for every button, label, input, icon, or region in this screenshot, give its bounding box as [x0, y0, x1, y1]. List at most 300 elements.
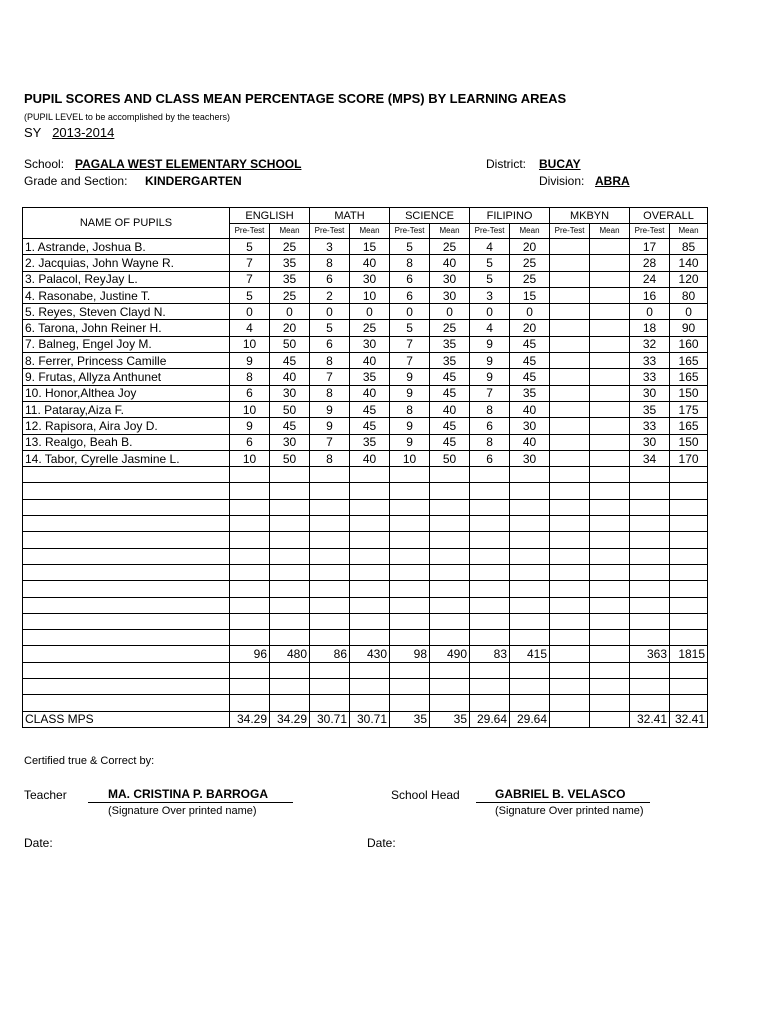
table-row [23, 401, 708, 417]
score-cell: 3 [470, 287, 510, 303]
score-cell: 25 [510, 255, 550, 271]
table-row [23, 336, 708, 352]
empty-cell [670, 695, 708, 711]
score-cell: 9 [310, 418, 350, 434]
score-cell: 5 [470, 271, 510, 287]
score-cell: 0 [390, 304, 430, 320]
empty-cell [550, 516, 590, 532]
empty-row [23, 499, 708, 515]
score-cell: 3 [310, 239, 350, 255]
empty-row [23, 548, 708, 564]
score-cell: 8 [230, 369, 270, 385]
pupil-name: 14. Tabor, Cyrelle Jasmine L. [23, 450, 230, 466]
total-cell: 86 [310, 646, 350, 662]
empty-cell [630, 499, 670, 515]
school-head-label: School Head [391, 788, 460, 802]
pupil-name: 6. Tarona, John Reiner H. [23, 320, 230, 336]
empty-row [23, 483, 708, 499]
score-cell: 6 [470, 418, 510, 434]
mps-cell: 35 [430, 711, 470, 727]
empty-cell [510, 516, 550, 532]
empty-row [23, 662, 708, 678]
table-row [23, 369, 708, 385]
empty-cell [350, 695, 390, 711]
score-cell: 45 [350, 418, 390, 434]
score-cell: 30 [630, 385, 670, 401]
score-cell: 45 [430, 418, 470, 434]
mps-cell: 34.29 [270, 711, 310, 727]
name-of-pupils-header: NAME OF PUPILS [23, 208, 230, 239]
empty-cell [270, 597, 310, 613]
empty-cell [23, 467, 230, 483]
total-cell: 480 [270, 646, 310, 662]
empty-cell [390, 679, 430, 695]
empty-row [23, 679, 708, 695]
empty-cell [310, 516, 350, 532]
pupil-name: 2. Jacquias, John Wayne R. [23, 255, 230, 271]
pupil-name: 8. Ferrer, Princess Camille [23, 353, 230, 369]
score-cell: 32 [630, 336, 670, 352]
mean-subheader: Mean [590, 224, 630, 239]
score-cell: 4 [230, 320, 270, 336]
empty-cell [230, 532, 270, 548]
mps-cell: 32.41 [630, 711, 670, 727]
empty-row [23, 467, 708, 483]
score-cell: 15 [510, 287, 550, 303]
score-cell [590, 271, 630, 287]
score-cell: 45 [430, 385, 470, 401]
empty-cell [630, 662, 670, 678]
score-cell: 16 [630, 287, 670, 303]
score-cell: 0 [630, 304, 670, 320]
score-cell: 30 [350, 336, 390, 352]
score-cell: 20 [510, 320, 550, 336]
score-cell [590, 385, 630, 401]
score-cell [550, 255, 590, 271]
table-row [23, 287, 708, 303]
score-cell: 35 [270, 255, 310, 271]
score-cell: 28 [630, 255, 670, 271]
score-cell: 170 [670, 450, 708, 466]
empty-cell [470, 613, 510, 629]
table-header-row [23, 208, 708, 224]
score-cell: 40 [270, 369, 310, 385]
total-cell [590, 646, 630, 662]
score-cell [590, 369, 630, 385]
empty-cell [390, 662, 430, 678]
score-cell [590, 320, 630, 336]
pupil-name: 7. Balneg, Engel Joy M. [23, 336, 230, 352]
empty-row [23, 532, 708, 548]
score-cell [550, 418, 590, 434]
score-cell: 5 [230, 287, 270, 303]
score-cell [550, 434, 590, 450]
score-cell: 10 [230, 336, 270, 352]
score-cell [590, 434, 630, 450]
empty-cell [270, 662, 310, 678]
score-cell: 5 [390, 320, 430, 336]
score-cell [550, 320, 590, 336]
empty-cell [23, 564, 230, 580]
total-cell [23, 646, 230, 662]
mps-cell: 29.64 [510, 711, 550, 727]
score-cell: 6 [390, 271, 430, 287]
empty-cell [390, 532, 430, 548]
score-cell: 175 [670, 401, 708, 417]
empty-cell [230, 564, 270, 580]
empty-cell [430, 630, 470, 646]
empty-cell [270, 483, 310, 499]
sy-label: SY [24, 125, 42, 140]
score-cell: 40 [510, 401, 550, 417]
score-cell: 0 [510, 304, 550, 320]
pretest-subheader: Pre-Test [470, 224, 510, 239]
score-cell [590, 450, 630, 466]
mps-cell [550, 711, 590, 727]
empty-row [23, 564, 708, 580]
empty-cell [470, 499, 510, 515]
total-cell: 490 [430, 646, 470, 662]
empty-cell [23, 581, 230, 597]
date-label-head: Date: [367, 836, 396, 850]
pretest-subheader: Pre-Test [230, 224, 270, 239]
pupil-name: 13. Realgo, Beah B. [23, 434, 230, 450]
score-cell: 30 [430, 287, 470, 303]
empty-cell [430, 532, 470, 548]
certified-text: Certified true & Correct by: [24, 755, 155, 767]
score-cell: 150 [670, 434, 708, 450]
score-cell [550, 287, 590, 303]
empty-cell [23, 613, 230, 629]
empty-cell [23, 662, 230, 678]
score-cell: 0 [310, 304, 350, 320]
score-cell: 30 [630, 434, 670, 450]
score-cell: 90 [670, 320, 708, 336]
score-cell: 8 [470, 401, 510, 417]
empty-cell [430, 679, 470, 695]
score-cell: 6 [230, 434, 270, 450]
empty-cell [670, 499, 708, 515]
empty-cell [630, 613, 670, 629]
score-cell [590, 353, 630, 369]
score-cell: 33 [630, 353, 670, 369]
score-cell: 0 [430, 304, 470, 320]
empty-cell [630, 564, 670, 580]
empty-cell [310, 581, 350, 597]
empty-cell [350, 581, 390, 597]
empty-cell [670, 548, 708, 564]
empty-cell [390, 581, 430, 597]
empty-cell [550, 695, 590, 711]
empty-cell [390, 630, 430, 646]
score-cell [550, 271, 590, 287]
empty-cell [430, 467, 470, 483]
score-cell: 9 [390, 418, 430, 434]
empty-cell [590, 564, 630, 580]
empty-cell [350, 613, 390, 629]
grade-value: KINDERGARTEN [145, 174, 242, 188]
empty-row [23, 630, 708, 646]
table-row [23, 434, 708, 450]
score-cell: 9 [390, 385, 430, 401]
empty-cell [390, 564, 430, 580]
empty-cell [310, 630, 350, 646]
empty-row [23, 613, 708, 629]
empty-cell [430, 548, 470, 564]
score-cell: 165 [670, 369, 708, 385]
score-cell: 30 [270, 385, 310, 401]
empty-cell [590, 499, 630, 515]
pupil-name: 1. Astrande, Joshua B. [23, 239, 230, 255]
empty-cell [550, 467, 590, 483]
score-cell: 40 [430, 401, 470, 417]
score-cell: 4 [470, 239, 510, 255]
score-cell [550, 369, 590, 385]
area-header-english: ENGLISH [230, 208, 310, 224]
mean-subheader: Mean [270, 224, 310, 239]
empty-row [23, 597, 708, 613]
score-cell: 2 [310, 287, 350, 303]
empty-cell [510, 695, 550, 711]
score-cell: 35 [630, 401, 670, 417]
empty-cell [670, 564, 708, 580]
score-cell: 45 [510, 336, 550, 352]
school-head-name: GABRIEL B. VELASCO [495, 787, 626, 801]
empty-cell [670, 532, 708, 548]
score-cell: 165 [670, 418, 708, 434]
score-cell: 9 [470, 336, 510, 352]
score-cell: 35 [350, 369, 390, 385]
score-cell: 25 [350, 320, 390, 336]
empty-cell [230, 499, 270, 515]
empty-cell [390, 548, 430, 564]
empty-cell [510, 679, 550, 695]
empty-cell [470, 662, 510, 678]
empty-cell [670, 516, 708, 532]
score-cell: 120 [670, 271, 708, 287]
score-cell: 8 [470, 434, 510, 450]
score-cell: 7 [470, 385, 510, 401]
mean-subheader: Mean [430, 224, 470, 239]
empty-cell [230, 630, 270, 646]
mps-cell: 34.29 [230, 711, 270, 727]
empty-cell [670, 613, 708, 629]
empty-cell [230, 581, 270, 597]
score-cell: 9 [470, 353, 510, 369]
score-cell: 0 [470, 304, 510, 320]
empty-cell [630, 581, 670, 597]
mps-cell: 29.64 [470, 711, 510, 727]
empty-cell [590, 679, 630, 695]
total-cell: 363 [630, 646, 670, 662]
table-row [23, 304, 708, 320]
empty-cell [470, 532, 510, 548]
score-cell: 7 [310, 369, 350, 385]
empty-cell [270, 499, 310, 515]
empty-cell [550, 581, 590, 597]
score-cell: 30 [510, 450, 550, 466]
pupil-name: 5. Reyes, Steven Clayd N. [23, 304, 230, 320]
empty-cell [590, 548, 630, 564]
area-header-science: SCIENCE [390, 208, 470, 224]
empty-row [23, 695, 708, 711]
teacher-name: MA. CRISTINA P. BARROGA [108, 787, 269, 801]
score-cell: 140 [670, 255, 708, 271]
score-cell: 20 [270, 320, 310, 336]
empty-cell [430, 662, 470, 678]
score-cell: 40 [430, 255, 470, 271]
empty-cell [270, 695, 310, 711]
empty-cell [350, 662, 390, 678]
score-cell: 6 [310, 271, 350, 287]
pupil-name: 4. Rasonabe, Justine T. [23, 287, 230, 303]
score-cell: 165 [670, 353, 708, 369]
empty-cell [430, 695, 470, 711]
mps-cell: 30.71 [310, 711, 350, 727]
empty-cell [510, 499, 550, 515]
empty-cell [350, 467, 390, 483]
score-cell: 5 [310, 320, 350, 336]
score-cell [590, 255, 630, 271]
empty-cell [670, 662, 708, 678]
empty-cell [630, 532, 670, 548]
score-cell: 33 [630, 369, 670, 385]
empty-cell [23, 499, 230, 515]
area-header-math: MATH [310, 208, 390, 224]
empty-cell [550, 483, 590, 499]
score-cell: 30 [430, 271, 470, 287]
empty-cell [270, 679, 310, 695]
score-cell: 10 [390, 450, 430, 466]
empty-cell [630, 597, 670, 613]
total-cell: 430 [350, 646, 390, 662]
total-cell: 96 [230, 646, 270, 662]
document-title: PUPIL SCORES AND CLASS MEAN PERCENTAGE SCORE (MPS) BY LEARNING AREAS [24, 91, 567, 106]
table-row [23, 239, 708, 255]
score-cell: 9 [390, 369, 430, 385]
empty-cell [670, 483, 708, 499]
score-cell: 30 [510, 418, 550, 434]
scores-table [22, 207, 708, 728]
score-cell: 40 [350, 255, 390, 271]
empty-cell [510, 581, 550, 597]
score-cell [550, 385, 590, 401]
score-cell: 7 [230, 271, 270, 287]
empty-cell [23, 597, 230, 613]
empty-cell [270, 630, 310, 646]
score-cell: 5 [390, 239, 430, 255]
score-cell: 7 [310, 434, 350, 450]
empty-cell [230, 679, 270, 695]
score-cell: 6 [390, 287, 430, 303]
pupil-name: 10. Honor,Althea Joy [23, 385, 230, 401]
score-cell [550, 401, 590, 417]
empty-cell [510, 662, 550, 678]
score-cell: 80 [670, 287, 708, 303]
teacher-label: Teacher [24, 788, 67, 802]
empty-cell [510, 630, 550, 646]
score-cell: 9 [470, 369, 510, 385]
empty-cell [350, 532, 390, 548]
score-cell: 8 [310, 255, 350, 271]
empty-cell [310, 662, 350, 678]
empty-cell [630, 695, 670, 711]
empty-cell [590, 613, 630, 629]
total-cell: 415 [510, 646, 550, 662]
empty-cell [270, 516, 310, 532]
score-cell: 45 [510, 369, 550, 385]
score-cell: 25 [430, 320, 470, 336]
score-cell: 50 [270, 401, 310, 417]
score-cell: 8 [390, 255, 430, 271]
empty-cell [670, 467, 708, 483]
score-cell: 25 [270, 239, 310, 255]
empty-cell [630, 679, 670, 695]
empty-cell [390, 613, 430, 629]
score-cell [550, 353, 590, 369]
empty-cell [310, 695, 350, 711]
score-cell: 17 [630, 239, 670, 255]
empty-cell [510, 532, 550, 548]
empty-cell [310, 597, 350, 613]
empty-cell [470, 564, 510, 580]
score-cell: 8 [310, 385, 350, 401]
empty-cell [670, 630, 708, 646]
empty-cell [590, 516, 630, 532]
area-header-overall: OVERALL [630, 208, 708, 224]
score-cell: 40 [510, 434, 550, 450]
empty-cell [350, 564, 390, 580]
score-cell: 85 [670, 239, 708, 255]
score-cell: 45 [430, 434, 470, 450]
empty-cell [310, 483, 350, 499]
score-cell: 45 [350, 401, 390, 417]
empty-cell [590, 532, 630, 548]
mean-subheader: Mean [670, 224, 708, 239]
empty-cell [430, 564, 470, 580]
empty-cell [630, 630, 670, 646]
score-cell [550, 336, 590, 352]
empty-cell [550, 564, 590, 580]
score-cell: 25 [510, 271, 550, 287]
score-cell: 0 [270, 304, 310, 320]
score-cell: 9 [310, 401, 350, 417]
score-cell: 5 [230, 239, 270, 255]
empty-cell [510, 467, 550, 483]
empty-cell [23, 516, 230, 532]
empty-cell [230, 483, 270, 499]
empty-cell [230, 695, 270, 711]
empty-cell [470, 467, 510, 483]
score-cell: 10 [230, 401, 270, 417]
empty-cell [470, 483, 510, 499]
empty-cell [430, 581, 470, 597]
empty-cell [470, 597, 510, 613]
empty-cell [430, 613, 470, 629]
score-cell: 5 [470, 255, 510, 271]
empty-cell [270, 613, 310, 629]
score-cell: 50 [270, 450, 310, 466]
score-cell: 9 [390, 434, 430, 450]
table-row [23, 385, 708, 401]
table-row [23, 353, 708, 369]
score-cell: 45 [510, 353, 550, 369]
district-label: District: [486, 157, 526, 171]
score-cell: 6 [230, 385, 270, 401]
division-value: ABRA [595, 174, 630, 188]
empty-cell [550, 662, 590, 678]
empty-cell [630, 483, 670, 499]
